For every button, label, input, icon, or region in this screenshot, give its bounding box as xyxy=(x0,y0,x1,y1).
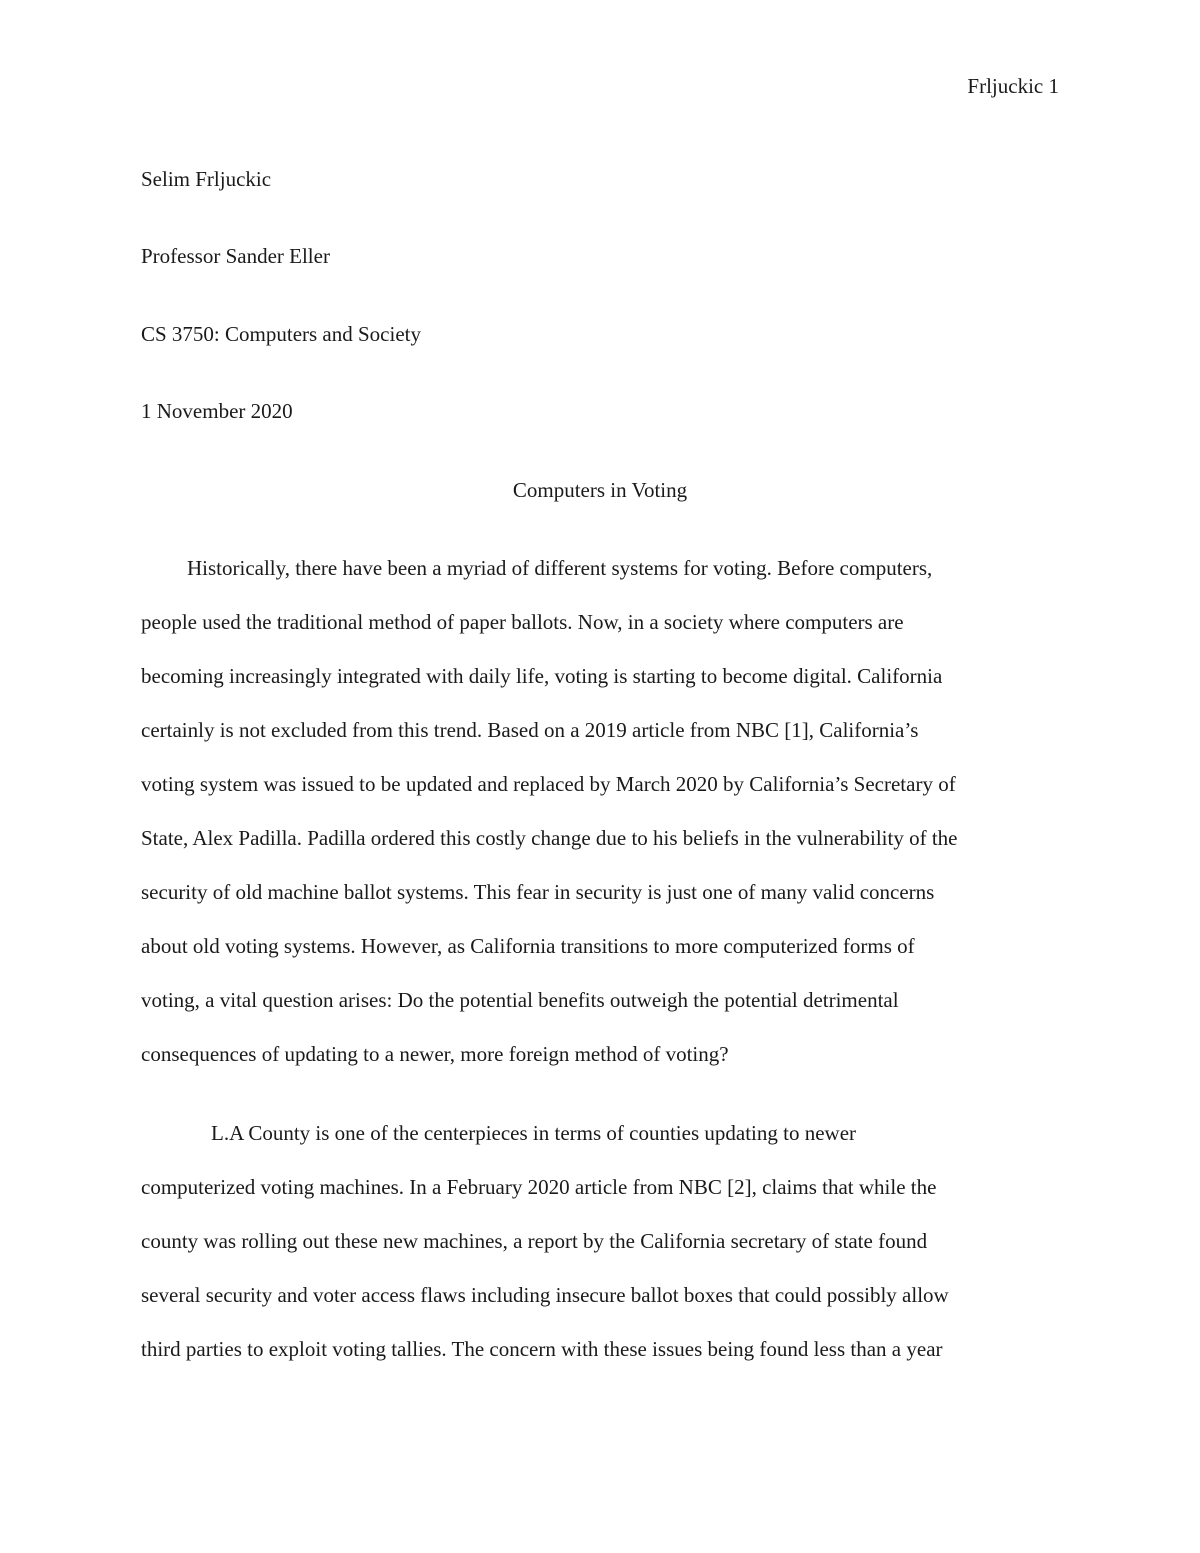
student-name: Selim Frljuckic xyxy=(141,167,272,191)
paragraph-line: certainly is not excluded from this trend. Based on a 2019 article from NBC [1], California’s xyxy=(141,718,919,742)
professor-name: Professor Sander Eller xyxy=(141,244,330,268)
running-head: Frljuckic 1 xyxy=(967,74,1059,98)
paragraph-line: L.A County is one of the centerpieces in terms of counties updating to newer xyxy=(211,1121,857,1145)
paragraph-line: voting system was issued to be updated and replaced by March 2020 by California’s Secretary of xyxy=(141,772,956,796)
paragraph-line: security of old machine ballot systems. This fear in security is just one of many valid concerns xyxy=(141,880,935,904)
paragraph-line: becoming increasingly integrated with daily life, voting is starting to become digital. California xyxy=(141,664,943,688)
page-title: Computers in Voting xyxy=(512,478,688,502)
paragraph-line: third parties to exploit voting tallies. The concern with these issues being found less than a year xyxy=(141,1337,943,1361)
date-line: 1 November 2020 xyxy=(141,399,293,423)
course-name: CS 3750: Computers and Society xyxy=(141,322,421,346)
paragraph-line: computerized voting machines. In a February 2020 article from NBC [2], claims that while the xyxy=(141,1175,937,1199)
paragraph-line: State, Alex Padilla. Padilla ordered this costly change due to his beliefs in the vulnerability of the xyxy=(141,826,958,850)
paragraph-line: Historically, there have been a myriad of different systems for voting. Before computers, xyxy=(187,556,933,580)
paragraph-line: county was rolling out these new machines, a report by the California secretary of state found xyxy=(141,1229,928,1253)
paragraph-line: several security and voter access flaws including insecure ballot boxes that could possibly allow xyxy=(141,1283,949,1307)
paragraph-line: people used the traditional method of paper ballots. Now, in a society where computers are xyxy=(141,610,904,634)
paragraph-line: consequences of updating to a newer, more foreign method of voting? xyxy=(141,1042,729,1066)
paragraph-line: voting, a vital question arises: Do the potential benefits outweigh the potential detrimental xyxy=(141,988,899,1012)
paragraph-line: about old voting systems. However, as California transitions to more computerized forms of xyxy=(141,934,915,958)
